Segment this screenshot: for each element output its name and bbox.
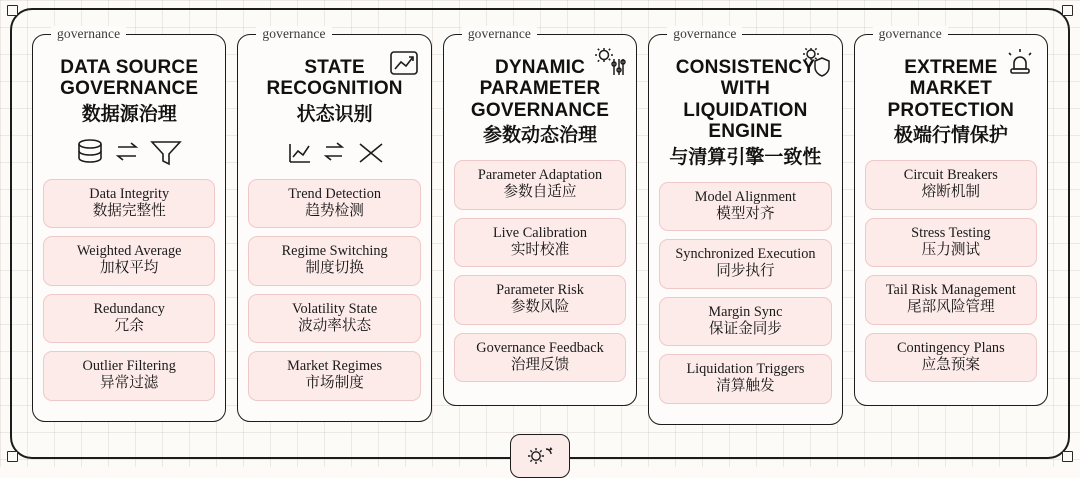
item-label-zh: 制度切换 xyxy=(305,260,364,277)
shield-gear-icon xyxy=(798,45,832,79)
column-title-en: STATE RECOGNITION xyxy=(266,57,403,100)
column-legend: governance xyxy=(51,26,126,42)
column-legend: governance xyxy=(873,26,948,42)
column-legend: governance xyxy=(462,26,537,42)
column-title-zh: 极端行情保护 xyxy=(893,125,1008,147)
item-label-en: Regime Switching xyxy=(281,243,388,260)
item-label-zh: 波动率状态 xyxy=(298,317,372,334)
item-label-zh: 参数风险 xyxy=(510,299,570,316)
list-item[interactable] xyxy=(248,179,420,229)
item-label-zh: 实时校准 xyxy=(510,241,570,258)
column-title-zh: 数据源治理 xyxy=(81,103,177,125)
column-legend: governance xyxy=(256,26,331,42)
item-label-en: Tail Risk Management xyxy=(885,282,1016,299)
corner-mark-bottom-left xyxy=(7,451,18,462)
item-label-en: Redundancy xyxy=(93,300,165,317)
list-item[interactable] xyxy=(43,294,215,344)
item-label-zh: 模型对齐 xyxy=(716,205,775,222)
outer-frame xyxy=(10,8,1070,459)
item-list xyxy=(659,182,831,404)
column-dynamic-parameter-governance xyxy=(443,26,637,406)
item-label-zh: 熔断机制 xyxy=(921,184,981,201)
item-label-zh: 保证金同步 xyxy=(708,320,782,337)
list-item[interactable] xyxy=(865,160,1037,210)
list-item[interactable] xyxy=(248,351,420,401)
item-label-en: Parameter Risk xyxy=(496,282,584,299)
item-label-en: Governance Feedback xyxy=(476,339,604,356)
item-label-en: Contingency Plans xyxy=(897,339,1005,356)
list-item[interactable] xyxy=(248,236,420,286)
column-consistency-with-liquidation-engine xyxy=(648,26,842,425)
item-label-en: Model Alignment xyxy=(694,188,797,205)
list-item[interactable] xyxy=(43,179,215,229)
item-label-zh: 趋势检测 xyxy=(305,202,364,219)
corner-mark-top-left xyxy=(7,5,18,16)
sliders-gear-icon xyxy=(592,45,626,79)
item-label-en: Data Integrity xyxy=(89,185,170,202)
item-label-en: Parameter Adaptation xyxy=(477,167,603,184)
list-item[interactable] xyxy=(454,160,626,210)
item-label-zh: 数据完整性 xyxy=(92,202,166,219)
item-label-zh: 加权平均 xyxy=(100,260,159,277)
list-item[interactable] xyxy=(659,182,831,232)
column-title-zh: 状态识别 xyxy=(296,103,373,125)
item-label-en: Trend Detection xyxy=(288,185,381,202)
item-label-zh: 清算触发 xyxy=(716,378,775,395)
column-title-zh: 与清算引擎一致性 xyxy=(669,146,822,168)
item-label-en: Market Regimes xyxy=(287,358,383,375)
item-list xyxy=(865,160,1037,382)
column-extreme-market-protection xyxy=(854,26,1048,406)
item-label-zh: 异常过滤 xyxy=(100,375,159,392)
trend-switch-icon xyxy=(248,133,420,173)
column-title-en: CONSISTENCY WITH LIQUIDATION ENGINE xyxy=(675,57,816,143)
column-title-en: DYNAMIC PARAMETER GOVERNANCE xyxy=(470,57,610,121)
list-item[interactable] xyxy=(43,351,215,401)
list-item[interactable] xyxy=(865,333,1037,383)
item-label-en: Outlier Filtering xyxy=(82,358,176,375)
database-filter-icon xyxy=(43,133,215,173)
list-item[interactable] xyxy=(248,294,420,344)
corner-mark-top-right xyxy=(1062,5,1073,16)
chart-growth-icon xyxy=(387,45,421,79)
column-title-en: DATA SOURCE GOVERNANCE xyxy=(60,57,199,100)
item-label-zh: 冗余 xyxy=(114,317,144,334)
item-label-zh: 压力测试 xyxy=(921,241,981,258)
list-item[interactable] xyxy=(659,297,831,347)
item-label-en: Volatility State xyxy=(292,300,378,317)
item-label-en: Weighted Average xyxy=(76,243,182,260)
column-title-en: EXTREME MARKET PROTECTION xyxy=(887,57,1015,121)
item-label-zh: 治理反馈 xyxy=(510,356,570,373)
corner-mark-bottom-right xyxy=(1062,451,1073,462)
list-item[interactable] xyxy=(43,236,215,286)
column-state-recognition xyxy=(237,26,431,422)
list-item[interactable] xyxy=(865,218,1037,268)
item-list xyxy=(248,179,420,401)
item-label-en: Synchronized Execution xyxy=(675,246,816,263)
item-label-zh: 应急预案 xyxy=(921,356,981,373)
list-item[interactable] xyxy=(865,275,1037,325)
item-label-zh: 同步执行 xyxy=(716,263,775,280)
governance-columns xyxy=(32,26,1048,425)
item-label-en: Margin Sync xyxy=(708,303,783,320)
list-item[interactable] xyxy=(454,275,626,325)
column-data-source-governance xyxy=(32,26,226,422)
item-list xyxy=(43,179,215,401)
item-list xyxy=(454,160,626,382)
list-item[interactable] xyxy=(454,333,626,383)
item-label-zh: 参数自适应 xyxy=(503,184,577,201)
item-label-zh: 尾部风险管理 xyxy=(907,299,995,316)
list-item[interactable] xyxy=(659,239,831,289)
item-label-en: Live Calibration xyxy=(492,224,588,241)
list-item[interactable] xyxy=(454,218,626,268)
item-label-zh: 市场制度 xyxy=(305,375,364,392)
item-label-en: Liquidation Triggers xyxy=(686,361,805,378)
item-label-en: Stress Testing xyxy=(911,224,991,241)
gears-icon xyxy=(510,434,570,478)
list-item[interactable] xyxy=(659,354,831,404)
alarm-light-icon xyxy=(1003,45,1037,79)
item-label-en: Circuit Breakers xyxy=(903,167,998,184)
column-legend: governance xyxy=(667,26,742,42)
column-title-zh: 参数动态治理 xyxy=(483,125,598,147)
